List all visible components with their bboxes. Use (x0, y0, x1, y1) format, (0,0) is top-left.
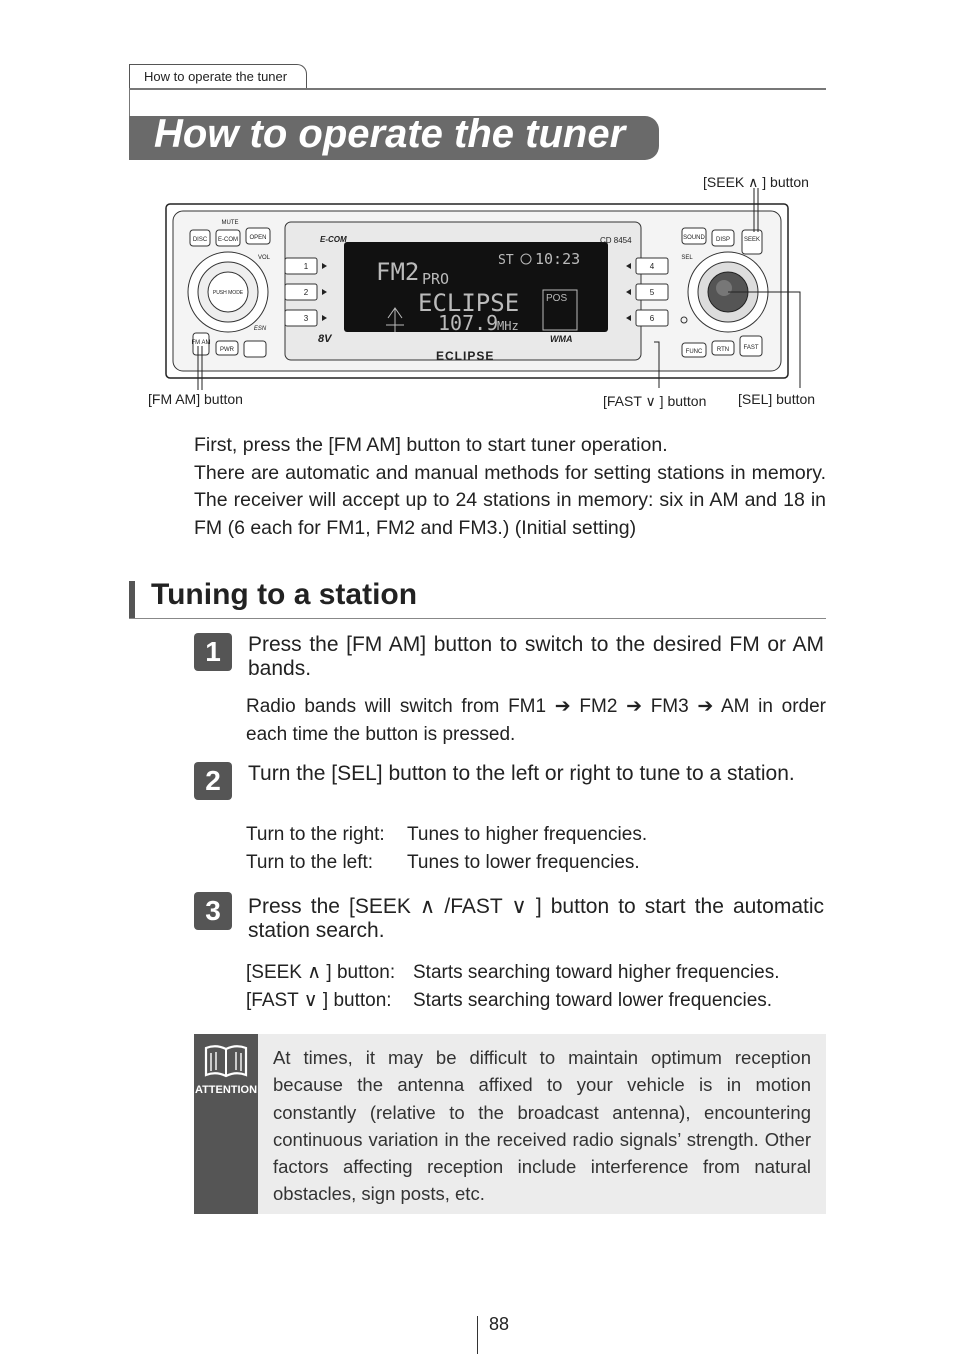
intro-paragraph-1: First, press the [FM AM] button to start tuner operation. (194, 434, 668, 456)
row-label: [FAST ∨ ] button: (246, 989, 392, 1011)
step-3-number: 3 (194, 892, 232, 930)
preset-3-label: 3 (303, 314, 309, 323)
car-stereo-illustration (140, 170, 830, 415)
page-number-rule (477, 1316, 478, 1354)
book-icon (203, 1044, 249, 1080)
model-label: CD 8454 (600, 236, 632, 245)
attention-label: ATTENTION (194, 1084, 258, 1096)
open-button-label: OPEN (249, 235, 267, 241)
fast-callout: [FAST ∨ ] button (603, 393, 707, 409)
func-button-label: FUNC (685, 349, 703, 355)
brand-logo: ECLIPSE (436, 349, 495, 363)
row-label: [SEEK ∧ ] button: (246, 962, 396, 983)
header-tab: How to operate the tuner (129, 64, 307, 88)
header-rule (129, 88, 826, 90)
ecom-button-label: E-COM (218, 237, 238, 243)
header-vertical-rule (129, 88, 130, 118)
step-2-row-right (246, 821, 647, 849)
vol-label: VOL (257, 255, 271, 261)
pwr-button-label: PWR (220, 347, 234, 353)
wma-logo: WMA (550, 334, 573, 344)
ecom-logo: E-COM (320, 235, 347, 244)
fast-button-label: FAST (743, 345, 759, 351)
section-rule (129, 618, 826, 619)
row-label: Turn to the left: (246, 851, 374, 873)
display-name: ECLIPSE (418, 289, 520, 317)
step-1-heading: Press the [FM AM] button to switch to the desired FM or AM bands. (248, 633, 824, 680)
page-number: 88 (489, 1314, 510, 1334)
display-clock: 10:23 (535, 250, 581, 268)
display-st: ST (498, 253, 514, 268)
display-frequency: 107.9 (438, 311, 499, 335)
step-2-number: 2 (194, 762, 232, 800)
display-band: FM2 (376, 258, 420, 286)
step-2-details (246, 821, 647, 876)
disp-button-label: DISP (715, 237, 731, 243)
section-title: Tuning to a station (151, 578, 418, 611)
fm-am-button-label: FM AM (191, 340, 211, 346)
fm-am-callout: [FM AM] button (148, 391, 243, 407)
rtn-button-label: RTN (716, 347, 730, 353)
disc-button-label: DISC (192, 237, 208, 243)
preset-4-label: 4 (649, 262, 655, 271)
step-3-heading: Press the [SEEK ∧ /FAST ∨ ] button to start the automatic station search. (248, 895, 824, 942)
row-value: Starts searching toward higher frequencies. (413, 962, 780, 983)
display-unit: MHz (497, 319, 519, 333)
attention-text: At times, it may be difficult to maintain optimum reception because the antenna affixed to your vehicle is in motion constantly (relative to the broadcast antenna), encountering continuous variation in the received radio signals’ strength. Other factors affecting reception include interference from natural obstacles, sign posts, etc. (273, 1047, 811, 1205)
sel-label: SEL (681, 255, 693, 261)
svg-text:8V: 8V (318, 333, 332, 345)
page-title: How to operate the tuner (154, 112, 626, 156)
preset-6-label: 6 (649, 314, 655, 323)
display-pos: POS (546, 293, 568, 304)
sound-button-label: SOUND (683, 235, 705, 241)
row-label: Turn to the right: (246, 824, 385, 845)
intro-paragraph-2: There are automatic and manual methods for setting stations in memory. The receiver will accept up to 24 stations in memory: six in AM and 18 in FM (6 each for FM1, FM2 and FM3.) (Initial setting) (194, 461, 826, 539)
step-1-number: 1 (194, 633, 232, 671)
push-mode-label: PUSH MODE (212, 290, 244, 296)
section-bar (129, 581, 135, 619)
step-2-row-left (246, 849, 647, 877)
step-1-body: Radio bands will switch from FM1 ➔ FM2 ➔ FM3 ➔ AM in order each time the button is pressed. (246, 696, 826, 745)
preset-1-label: 1 (303, 262, 309, 271)
row-value: Starts searching toward lower frequencies. (413, 989, 773, 1011)
intro-text (194, 432, 826, 542)
display-mode: PRO (422, 270, 450, 288)
step-3-row-seek (246, 959, 779, 987)
esn-label: ESN (253, 326, 267, 332)
step-3-details (246, 959, 779, 1014)
seek-button-label: SEEK (743, 237, 761, 243)
sel-callout: [SEL] button (738, 391, 816, 407)
seek-callout: [SEEK ∧ ] button (703, 174, 809, 190)
step-3-row-fast (246, 987, 779, 1015)
preset-5-label: 5 (649, 288, 655, 297)
row-value: Tunes to higher frequencies. (407, 824, 648, 845)
mute-label: MUTE (221, 220, 239, 226)
row-value: Tunes to lower frequencies. (407, 851, 640, 873)
preset-2-label: 2 (303, 288, 309, 297)
step-2-heading: Turn the [SEL] button to the left or right to tune to a station. (248, 762, 795, 785)
